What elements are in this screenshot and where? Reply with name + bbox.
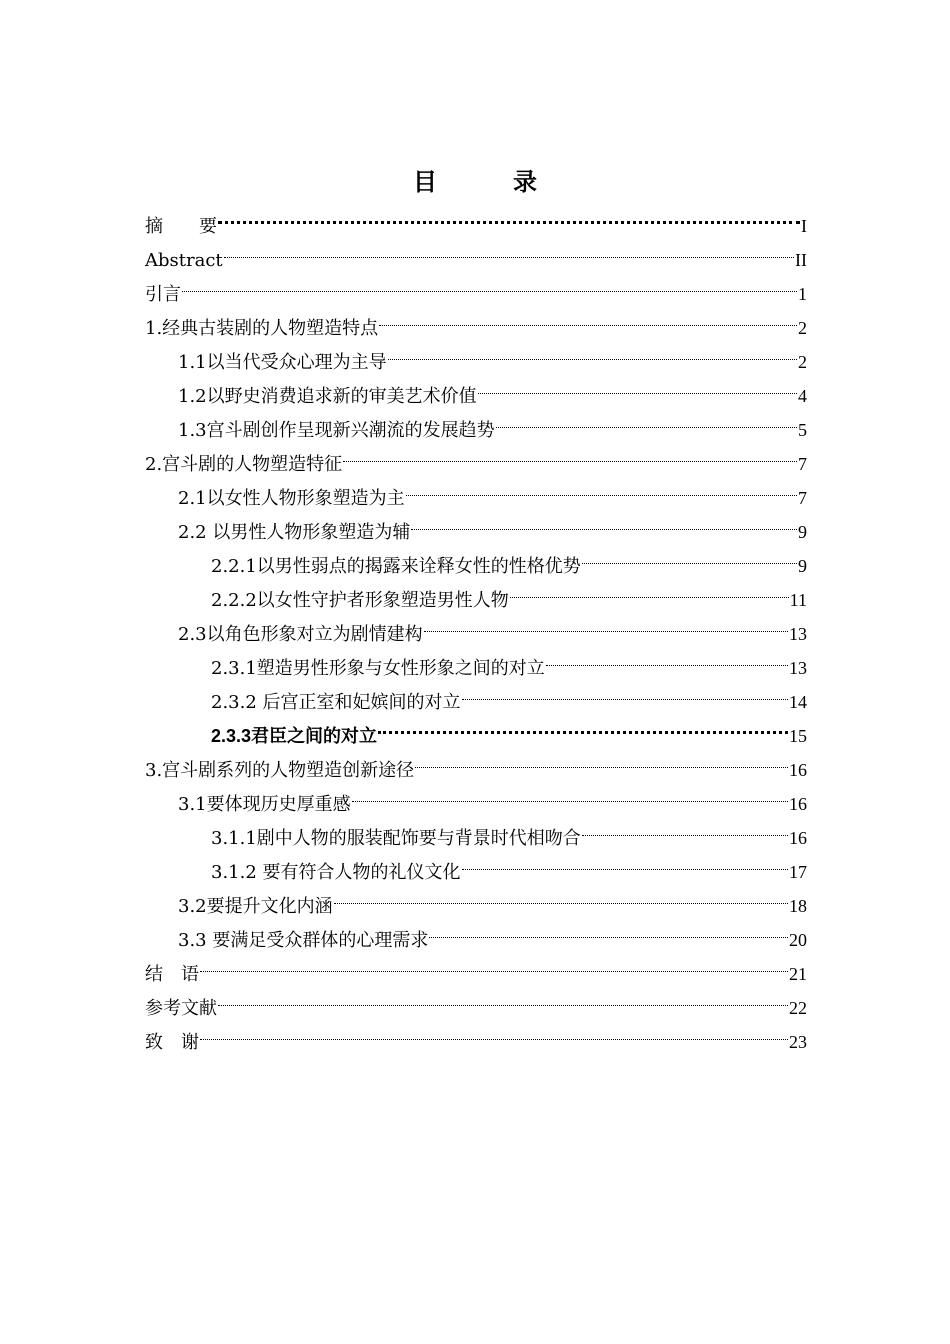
toc-leader-dots	[582, 538, 797, 572]
toc-entry-references[interactable]	[145, 980, 807, 1019]
toc-leader-dots	[224, 232, 794, 266]
toc-entry-label: 1.3宫斗剧创作呈现新兴潮流的发展趋势	[178, 420, 495, 441]
toc-leader-dots	[462, 674, 788, 708]
toc-entry-label: 引言	[145, 284, 181, 305]
toc-entry-label: 2.1以女性人物形象塑造为主	[178, 488, 405, 509]
toc-leader-dots	[478, 368, 797, 402]
toc-entry-label: 2.3.2 后宫正室和妃嫔间的对立	[211, 692, 461, 713]
toc-leader-dots	[510, 572, 789, 606]
toc-entry-label: 3.1.2 要有符合人物的礼仪文化	[211, 862, 461, 883]
toc-entry-label: 致 谢	[145, 1032, 199, 1053]
toc-entry-page: 7	[798, 454, 807, 474]
toc-entry-page: 18	[789, 896, 807, 916]
toc-entry-page: 15	[789, 726, 807, 746]
toc-leader-dots	[343, 436, 797, 470]
toc-entry-label: 摘 要	[145, 216, 217, 237]
toc-entry-label: 2.2.1以男性弱点的揭露来诠释女性的性格优势	[211, 556, 581, 577]
table-of-contents	[145, 198, 807, 1053]
toc-leader-dots	[182, 266, 797, 300]
toc-entry-label: 2.3.1塑造男性形象与女性形象之间的对立	[211, 658, 545, 679]
toc-leader-dots	[415, 742, 788, 776]
toc-entry-page: 22	[789, 998, 807, 1018]
toc-entry-page: 4	[798, 386, 807, 406]
toc-leader-dots	[334, 878, 788, 912]
toc-entry-label: 3.2要提升文化内涵	[178, 896, 333, 917]
toc-entry-acknowledgements[interactable]	[145, 1014, 807, 1053]
toc-entry-label: 3.1要体现历史厚重感	[178, 794, 351, 815]
toc-entry-label: 3.宫斗剧系列的人物塑造创新途径	[145, 760, 415, 781]
toc-entry-page: 23	[789, 1032, 807, 1052]
toc-entry-label: 1.1以当代受众心理为主导	[178, 352, 387, 373]
toc-entry-page: II	[795, 250, 807, 270]
toc-entry-label: 2.宫斗剧的人物塑造特征	[145, 454, 343, 475]
toc-leader-dots	[496, 402, 797, 436]
toc-title: 目 录	[413, 168, 563, 196]
toc-entry-conclusion[interactable]	[145, 946, 807, 985]
toc-entry-page: 16	[789, 828, 807, 848]
toc-leader-dots	[200, 1014, 788, 1048]
toc-leader-dots	[378, 708, 788, 742]
toc-leader-dots	[424, 606, 788, 640]
toc-entry-abstract-cn[interactable]	[145, 198, 807, 237]
toc-entry-page: 7	[798, 488, 807, 508]
toc-entry-page: I	[801, 216, 807, 236]
toc-leader-dots	[411, 504, 797, 538]
toc-entry-page: 13	[789, 624, 807, 644]
toc-leader-dots	[546, 640, 788, 674]
toc-entry-page: 2	[798, 352, 807, 372]
toc-entry-page: 21	[789, 964, 807, 984]
toc-entry-label: 1.2以野史消费追求新的审美艺术价值	[178, 386, 477, 407]
toc-leader-dots	[218, 198, 800, 232]
toc-entry-chapter-1[interactable]	[145, 300, 807, 339]
toc-entry-label: 参考文献	[145, 998, 217, 1019]
toc-leader-dots	[406, 470, 797, 504]
toc-entry-page: 14	[789, 692, 807, 712]
toc-entry-page: 2	[798, 318, 807, 338]
toc-leader-dots	[200, 946, 788, 980]
toc-leader-dots	[218, 980, 788, 1014]
toc-entry-page: 9	[798, 556, 807, 576]
toc-entry-label: 2.2.2以女性守护者形象塑造男性人物	[211, 590, 509, 611]
toc-entry-label: Abstract	[145, 250, 223, 271]
toc-entry-label: 结 语	[145, 964, 199, 985]
toc-entry-label: 3.1.1剧中人物的服装配饰要与背景时代相吻合	[211, 828, 581, 849]
toc-entry-label: 1.经典古装剧的人物塑造特点	[145, 318, 379, 339]
toc-entry-introduction[interactable]	[145, 266, 807, 305]
toc-entry-page: 5	[798, 420, 807, 440]
toc-entry-page: 11	[789, 590, 807, 610]
toc-entry-page: 20	[789, 930, 807, 950]
toc-leader-dots	[352, 776, 788, 810]
toc-entry-abstract-en[interactable]	[145, 232, 807, 271]
toc-entry-page: 16	[789, 760, 807, 780]
toc-entry-label: 2.2 以男性人物形象塑造为辅	[178, 522, 411, 543]
toc-leader-dots	[429, 912, 788, 946]
toc-entry-label: 2.3.3君臣之间的对立	[211, 726, 378, 746]
toc-entry-page: 13	[789, 658, 807, 678]
toc-leader-dots	[582, 810, 788, 844]
toc-entry-page: 9	[798, 522, 807, 542]
toc-entry-label: 3.3 要满足受众群体的心理需求	[178, 930, 429, 951]
toc-leader-dots	[388, 334, 797, 368]
toc-entry-page: 16	[789, 794, 807, 814]
toc-entry-page: 1	[798, 284, 807, 304]
toc-entry-label: 2.3以角色形象对立为剧情建构	[178, 624, 423, 645]
toc-entry-page: 17	[789, 862, 807, 882]
toc-leader-dots	[379, 300, 797, 334]
toc-leader-dots	[462, 844, 788, 878]
